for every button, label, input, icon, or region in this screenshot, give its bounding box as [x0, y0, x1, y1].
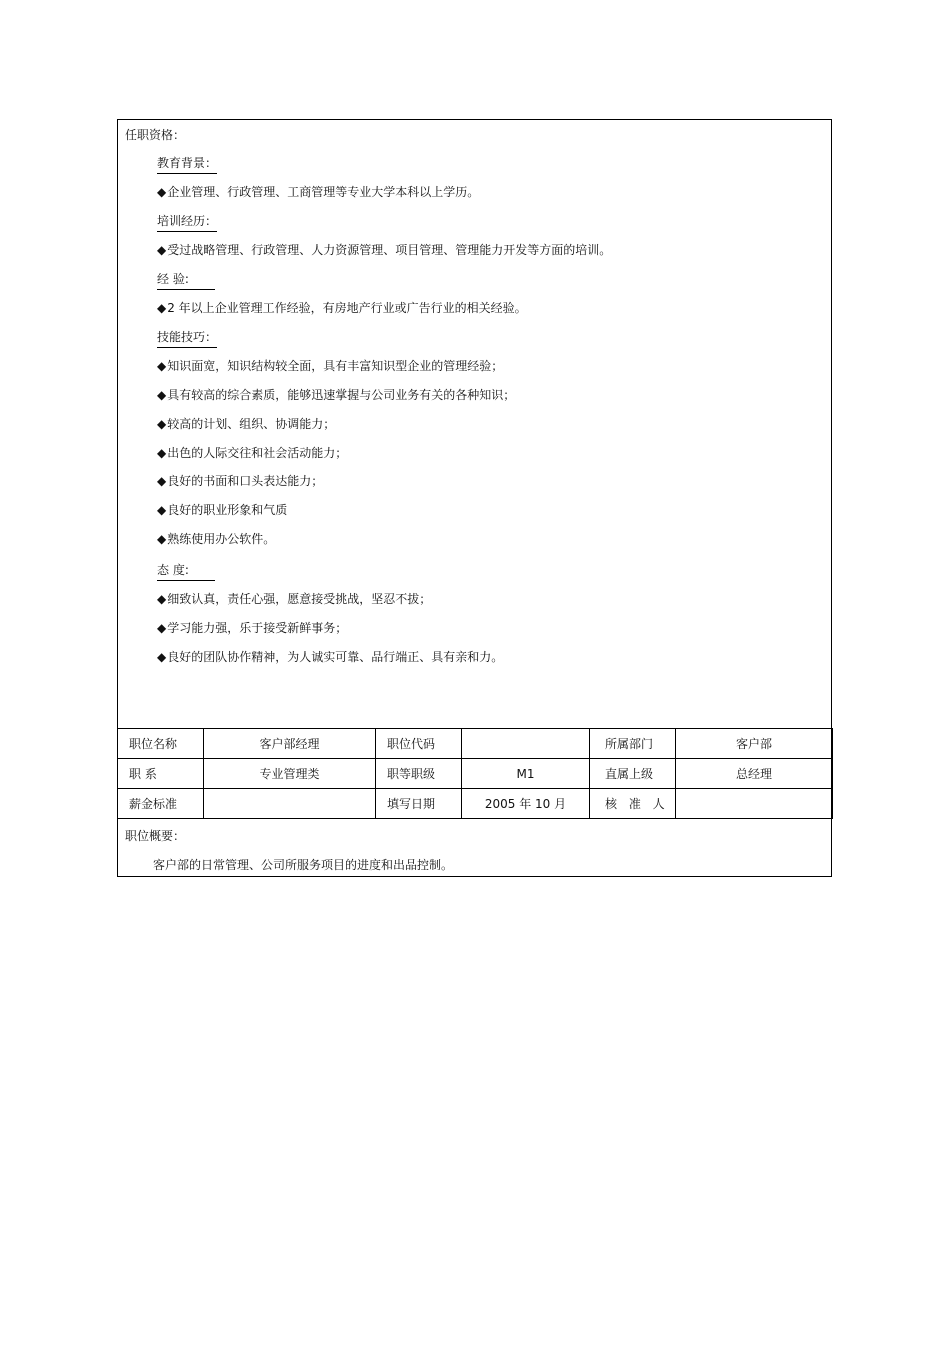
education-heading: 教育背景：: [157, 155, 217, 174]
table-value-cell: 专业管理类: [204, 759, 376, 789]
position-info-table: [117, 728, 833, 819]
bullet-diamond-icon: ◆: [157, 621, 167, 635]
bullet-diamond-icon: ◆: [157, 592, 167, 606]
skills-item: ◆知识面宽，知识结构较全面，具有丰富知识型企业的管理经验；: [157, 359, 504, 373]
table-label-cell: 填写日期: [376, 789, 462, 819]
bullet-diamond-icon: ◆: [157, 503, 167, 517]
table-value-cell: 2005 年 10 月: [462, 789, 590, 819]
skills-item: ◆良好的书面和口头表达能力；: [157, 474, 324, 488]
qualification-section: [118, 120, 831, 728]
table-label-cell: 职位代码: [376, 729, 462, 759]
table-label-cell: 薪金标准: [118, 789, 204, 819]
table-value-cell: 客户部经理: [204, 729, 376, 759]
table-value-cell: 总经理: [676, 759, 833, 789]
table-value-cell: [676, 789, 833, 819]
bullet-diamond-icon: ◆: [157, 446, 167, 460]
education-item: ◆企业管理、行政管理、工商管理等专业大学本科以上学历。: [157, 185, 480, 199]
table-label-cell: 职位名称: [118, 729, 204, 759]
job-description-form: [117, 119, 832, 877]
bullet-diamond-icon: ◆: [157, 532, 167, 546]
skills-item: ◆良好的职业形象和气质: [157, 503, 288, 517]
attitude-item: ◆良好的团队协作精神，为人诚实可靠、品行端正、具有亲和力。: [157, 650, 504, 664]
skills-item: ◆出色的人际交往和社会活动能力；: [157, 446, 348, 460]
table-label-cell: 直属上级: [590, 759, 676, 789]
bullet-diamond-icon: ◆: [157, 359, 167, 373]
skills-heading: 技能技巧：: [157, 329, 217, 348]
table-value-cell: 客户部: [676, 729, 833, 759]
experience-heading: 经 验:: [157, 271, 215, 290]
skills-item: ◆熟练使用办公软件。: [157, 532, 276, 546]
training-item: ◆受过战略管理、行政管理、人力资源管理、项目管理、管理能力开发等方面的培训。: [157, 243, 612, 257]
table-label-cell: 职等职级: [376, 759, 462, 789]
table-row: [118, 759, 833, 789]
table-value-cell: [462, 729, 590, 759]
bullet-diamond-icon: ◆: [157, 185, 167, 199]
table-value-cell: [204, 789, 376, 819]
qualification-title: 任职资格：: [125, 128, 186, 142]
table-value-cell: M1: [462, 759, 590, 789]
training-heading: 培训经历：: [157, 213, 217, 232]
attitude-heading: 态 度:: [157, 562, 215, 581]
table-label-cell: 职 系: [118, 759, 204, 789]
skills-item: ◆较高的计划、组织、协调能力；: [157, 417, 336, 431]
table-row: [118, 789, 833, 819]
summary-text: 客户部的日常管理、公司所服务项目的进度和出品控制。: [153, 858, 454, 872]
bullet-diamond-icon: ◆: [157, 474, 167, 488]
experience-item: ◆2 年以上企业管理工作经验，有房地产行业或广告行业的相关经验。: [157, 301, 527, 315]
attitude-item: ◆细致认真，责任心强，愿意接受挑战，坚忍不拔；: [157, 592, 432, 606]
table-label-cell: 所属部门: [590, 729, 676, 759]
table-row: [118, 729, 833, 759]
bullet-diamond-icon: ◆: [157, 650, 167, 664]
bullet-diamond-icon: ◆: [157, 243, 167, 257]
bullet-diamond-icon: ◆: [157, 417, 167, 431]
attitude-item: ◆学习能力强，乐于接受新鲜事务；: [157, 621, 348, 635]
bullet-diamond-icon: ◆: [157, 388, 167, 402]
table-label-cell: 核 准 人: [590, 789, 676, 819]
summary-title: 职位概要：: [125, 829, 186, 843]
bullet-diamond-icon: ◆: [157, 301, 167, 315]
skills-item: ◆具有较高的综合素质，能够迅速掌握与公司业务有关的各种知识；: [157, 388, 516, 402]
